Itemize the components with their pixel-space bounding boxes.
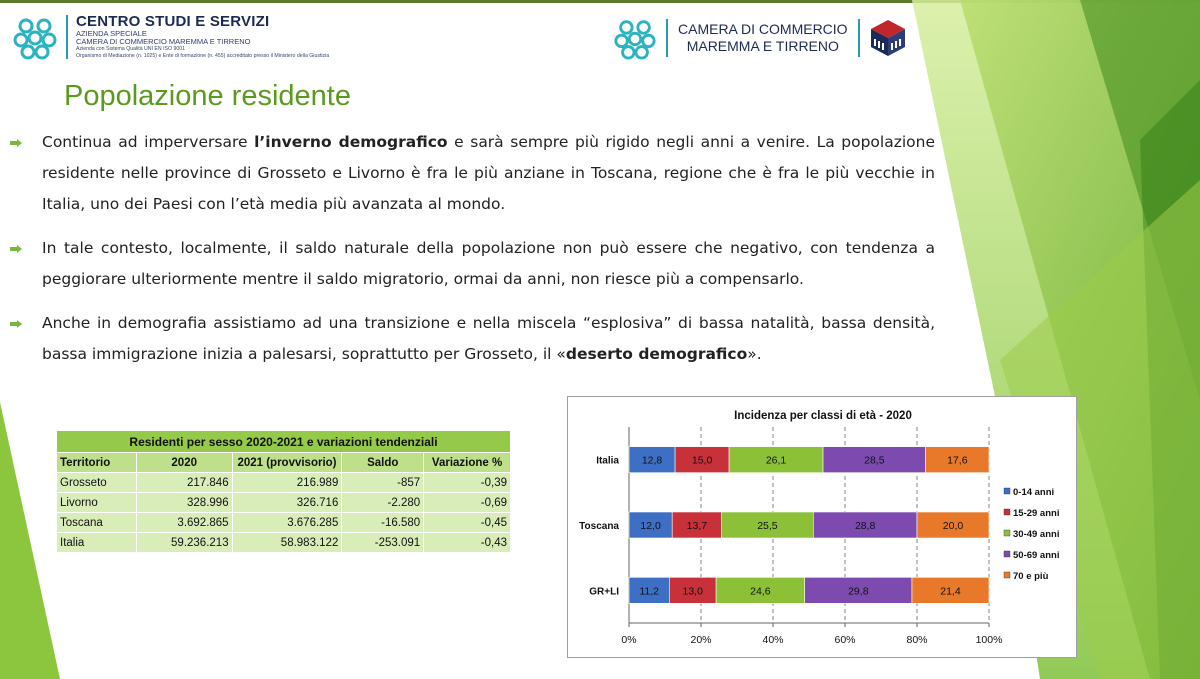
- table-cell: 216.989: [232, 473, 342, 493]
- org-name: CENTRO STUDI E SERVIZI: [76, 13, 270, 30]
- csr-swirl-logo-icon: [12, 14, 58, 60]
- data-label: 11,2: [639, 585, 659, 598]
- logo-divider: [666, 19, 668, 57]
- legend-swatch: [1004, 551, 1010, 557]
- table-cell: Livorno: [57, 493, 137, 513]
- table-cell: 326.716: [232, 493, 342, 513]
- legend-swatch: [1004, 530, 1010, 536]
- org-subtitle: AZIENDA SPECIALE: [76, 29, 147, 38]
- org-quality-note: Azienda con Sistema Qualità UNI EN ISO 9001: [76, 46, 185, 52]
- chart-title: Incidenza per classi di età - 2020: [734, 410, 912, 422]
- right-logo: [612, 16, 906, 60]
- table-cell: -253.091: [342, 533, 424, 553]
- data-label: 13,7: [686, 520, 708, 532]
- column-header: 2021 (provvisorio): [232, 453, 342, 473]
- table-cell: 328.996: [136, 493, 232, 513]
- table-cell: -0,45: [424, 513, 511, 533]
- x-tick-label: 80%: [906, 634, 928, 646]
- data-label: 15,0: [691, 454, 713, 467]
- chamber-swirl-logo-icon: [612, 16, 658, 60]
- table-cell: 217.846: [136, 473, 232, 493]
- table-row: [57, 513, 511, 533]
- bullet-emphasis: deserto demografico: [565, 345, 748, 363]
- x-tick-label: 60%: [834, 634, 856, 646]
- table-row: [57, 533, 511, 553]
- legend-swatch: [1004, 572, 1010, 578]
- table-cell: 58.983.122: [232, 533, 342, 553]
- table-cell: -0,43: [424, 533, 511, 553]
- bullet-list: [10, 127, 935, 383]
- legend-swatch: [1004, 488, 1010, 494]
- table-caption: Residenti per sesso 2020-2021 e variazioni tendenziali: [57, 431, 511, 453]
- bullet-text: e sarà sempre più rigido negli anni a venire. La popolazione residente nelle province di Grosseto e Livorno è fra le più anziane in Toscana, regione che è fra le più vecchie in Italia, uno dei Paesi con l’età media più avanzata al mondo.: [42, 133, 936, 213]
- data-label: 26,1: [765, 454, 787, 467]
- column-header: Territorio: [57, 453, 137, 473]
- bullet-text: ».: [747, 345, 762, 363]
- data-label: 12,0: [640, 520, 661, 532]
- x-tick-label: 40%: [762, 634, 784, 646]
- table-cell: Italia: [57, 533, 137, 553]
- data-label: 25,5: [757, 520, 778, 532]
- data-label: 20,0: [942, 520, 964, 532]
- data-label: 29,8: [848, 585, 869, 598]
- column-header: 2020: [136, 453, 232, 473]
- bullet-arrow-icon: [10, 320, 22, 328]
- table-row: [57, 473, 511, 493]
- x-tick-label: 0%: [621, 634, 637, 646]
- table-cell: 3.676.285: [232, 513, 342, 533]
- table-cell: 3.692.865: [136, 513, 232, 533]
- bullet-item: [10, 233, 935, 295]
- data-label: 13,0: [682, 585, 703, 598]
- table-cell: -0,39: [424, 473, 511, 493]
- data-label: 17,6: [947, 454, 968, 467]
- residents-table: [56, 430, 511, 553]
- bullet-emphasis: l’inverno demografico: [254, 133, 448, 151]
- table-cell: -2.280: [342, 493, 424, 513]
- legend-entry: 70 e più: [1013, 571, 1049, 582]
- table-cell: 59.236.213: [136, 533, 232, 553]
- chart-canvas: [568, 397, 1078, 659]
- category-label: Toscana: [579, 521, 619, 532]
- legend-entry: 30-49 anni: [1013, 529, 1060, 540]
- bullet-arrow-icon: [10, 245, 22, 253]
- table-cell: Grosseto: [57, 473, 137, 493]
- legend-entry: 50-69 anni: [1013, 550, 1060, 561]
- data-label: 24,6: [750, 585, 771, 598]
- column-header: Saldo: [342, 453, 424, 473]
- legend-entry: 0-14 anni: [1013, 487, 1055, 498]
- bullet-item: [10, 127, 935, 220]
- logo-divider: [66, 15, 68, 59]
- data-label: 28,8: [854, 520, 876, 532]
- data-label: 21,4: [940, 585, 961, 598]
- table-cell: -857: [342, 473, 424, 493]
- table-cell: -0,69: [424, 493, 511, 513]
- legend-swatch: [1004, 509, 1010, 515]
- data-label: 28,5: [864, 454, 885, 467]
- slide-title: Popolazione residente: [64, 80, 351, 112]
- chamber-name-line2: MAREMMA E TIRRENO: [686, 38, 839, 54]
- age-class-chart: [567, 396, 1077, 658]
- category-label: Italia: [596, 455, 619, 467]
- column-header: Variazione %: [424, 453, 511, 473]
- category-label: GR+LI: [589, 586, 619, 598]
- data-label: 12,8: [641, 454, 663, 467]
- table-cell: -16.580: [342, 513, 424, 533]
- x-tick-label: 100%: [975, 634, 1003, 646]
- x-tick-label: 20%: [690, 634, 712, 646]
- table-row: [57, 493, 511, 513]
- org-accreditation-note: Organismo di Mediazione (n. 1025) e Ente di formazione (n. 455) accreditato presso il Ministero della Giustizia: [76, 52, 330, 59]
- bullet-text: In tale contesto, localmente, il saldo naturale della popolazione non può essere che negativo, con tendenza a peggiorare ulteriormente mentre il saldo migratorio, ormai da anni, non riesce più a compensarlo.: [42, 239, 935, 288]
- chamber-building-icon: [870, 19, 906, 57]
- org-parent: CAMERA DI COMMERCIO MAREMMA E TIRRENO: [76, 37, 251, 46]
- logo-divider: [858, 19, 860, 57]
- bullet-text: Anche in demografia assistiamo ad una transizione e nella miscela “esplosiva” di bassa natalità, bassa densità, bassa immigrazione inizia a palesarsi, soprattutto per Grosseto, il «: [42, 314, 935, 363]
- table-header-row: [57, 453, 511, 473]
- table-cell: Toscana: [57, 513, 137, 533]
- left-logo: [12, 14, 329, 62]
- chamber-name-line1: CAMERA DI COMMERCIO: [678, 21, 848, 37]
- bullet-text: Continua ad imperversare: [42, 133, 255, 151]
- bullet-item: [10, 308, 935, 370]
- legend-entry: 15-29 anni: [1013, 508, 1060, 519]
- bullet-arrow-icon: [10, 139, 22, 147]
